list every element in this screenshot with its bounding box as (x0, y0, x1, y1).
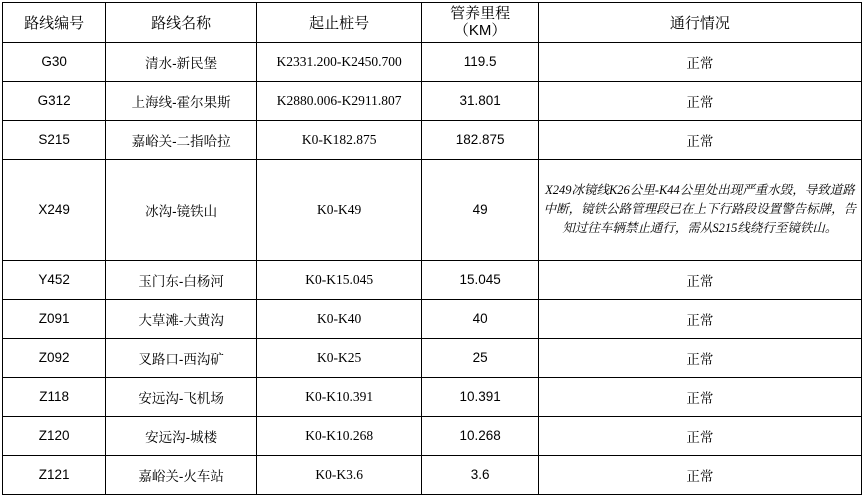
cell-traffic-status: 正常 (538, 42, 861, 81)
cell-traffic-status: 正常 (538, 260, 861, 299)
cell-route-name: 上海线-霍尔果斯 (106, 81, 257, 120)
cell-route-name: 安远沟-城楼 (106, 416, 257, 455)
table-row (3, 455, 862, 494)
column-header-traffic-status: 通行情况 (538, 3, 861, 43)
cell-route-name: 玉门东-白杨河 (106, 260, 257, 299)
cell-route-code: G30 (3, 42, 106, 81)
cell-stake-range: K0-K15.045 (256, 260, 422, 299)
cell-route-code: X249 (3, 159, 106, 260)
cell-mileage: 31.801 (422, 81, 538, 120)
cell-stake-range: K0-K40 (256, 299, 422, 338)
column-header-mileage (422, 3, 538, 43)
cell-traffic-status: 正常 (538, 377, 861, 416)
cell-stake-range: K2880.006-K2911.807 (256, 81, 422, 120)
cell-mileage: 182.875 (422, 120, 538, 159)
cell-route-name: 清水-新民堡 (106, 42, 257, 81)
table-row (3, 260, 862, 299)
table-row (3, 338, 862, 377)
table-row (3, 159, 862, 260)
cell-mileage: 3.6 (422, 455, 538, 494)
cell-stake-range: K0-K49 (256, 159, 422, 260)
cell-stake-range: K0-K10.391 (256, 377, 422, 416)
cell-traffic-status: 正常 (538, 338, 861, 377)
cell-route-code: G312 (3, 81, 106, 120)
cell-traffic-status: 正常 (538, 455, 861, 494)
cell-traffic-status: 正常 (538, 81, 861, 120)
cell-mileage: 25 (422, 338, 538, 377)
column-header-mileage-line2: （KM） (453, 22, 507, 40)
table-row (3, 377, 862, 416)
cell-route-name: 冰沟-镜铁山 (106, 159, 257, 260)
cell-mileage: 10.391 (422, 377, 538, 416)
table-row (3, 299, 862, 338)
cell-stake-range: K0-K182.875 (256, 120, 422, 159)
table-header-row (3, 3, 862, 43)
cell-route-name: 大草滩-大黄沟 (106, 299, 257, 338)
cell-traffic-status: 正常 (538, 299, 861, 338)
cell-traffic-status: X249冰镜线K26公里-K44公里处出现严重水毁，导致道路中断，镜铁公路管理段已在上下行路段设置警告标牌，告知过往车辆禁止通行，需从S215线绕行至镜铁山。 (538, 159, 861, 260)
cell-route-code: Y452 (3, 260, 106, 299)
table-row (3, 416, 862, 455)
cell-route-code: Z118 (3, 377, 106, 416)
column-header-stake-range: 起止桩号 (256, 3, 422, 43)
cell-route-name: 嘉峪关-火车站 (106, 455, 257, 494)
cell-stake-range: K0-K25 (256, 338, 422, 377)
cell-mileage: 119.5 (422, 42, 538, 81)
table-row (3, 120, 862, 159)
cell-stake-range: K0-K10.268 (256, 416, 422, 455)
column-header-route-name: 路线名称 (106, 3, 257, 43)
cell-traffic-status: 正常 (538, 416, 861, 455)
cell-route-name: 叉路口-西沟矿 (106, 338, 257, 377)
cell-mileage: 40 (422, 299, 538, 338)
cell-route-name: 嘉峪关-二指哈拉 (106, 120, 257, 159)
road-conditions-table (2, 2, 862, 495)
cell-route-code: Z120 (3, 416, 106, 455)
cell-route-code: Z121 (3, 455, 106, 494)
cell-route-name: 安远沟-飞机场 (106, 377, 257, 416)
table-body (3, 42, 862, 494)
table-row (3, 81, 862, 120)
cell-route-code: Z092 (3, 338, 106, 377)
cell-route-code: S215 (3, 120, 106, 159)
cell-mileage: 10.268 (422, 416, 538, 455)
cell-traffic-status: 正常 (538, 120, 861, 159)
cell-mileage: 15.045 (422, 260, 538, 299)
cell-stake-range: K0-K3.6 (256, 455, 422, 494)
column-header-mileage-line1: 管养里程 (450, 5, 511, 22)
table-header (3, 3, 862, 43)
cell-mileage: 49 (422, 159, 538, 260)
cell-stake-range: K2331.200-K2450.700 (256, 42, 422, 81)
table-row (3, 42, 862, 81)
cell-route-code: Z091 (3, 299, 106, 338)
column-header-route-code: 路线编号 (3, 3, 106, 43)
